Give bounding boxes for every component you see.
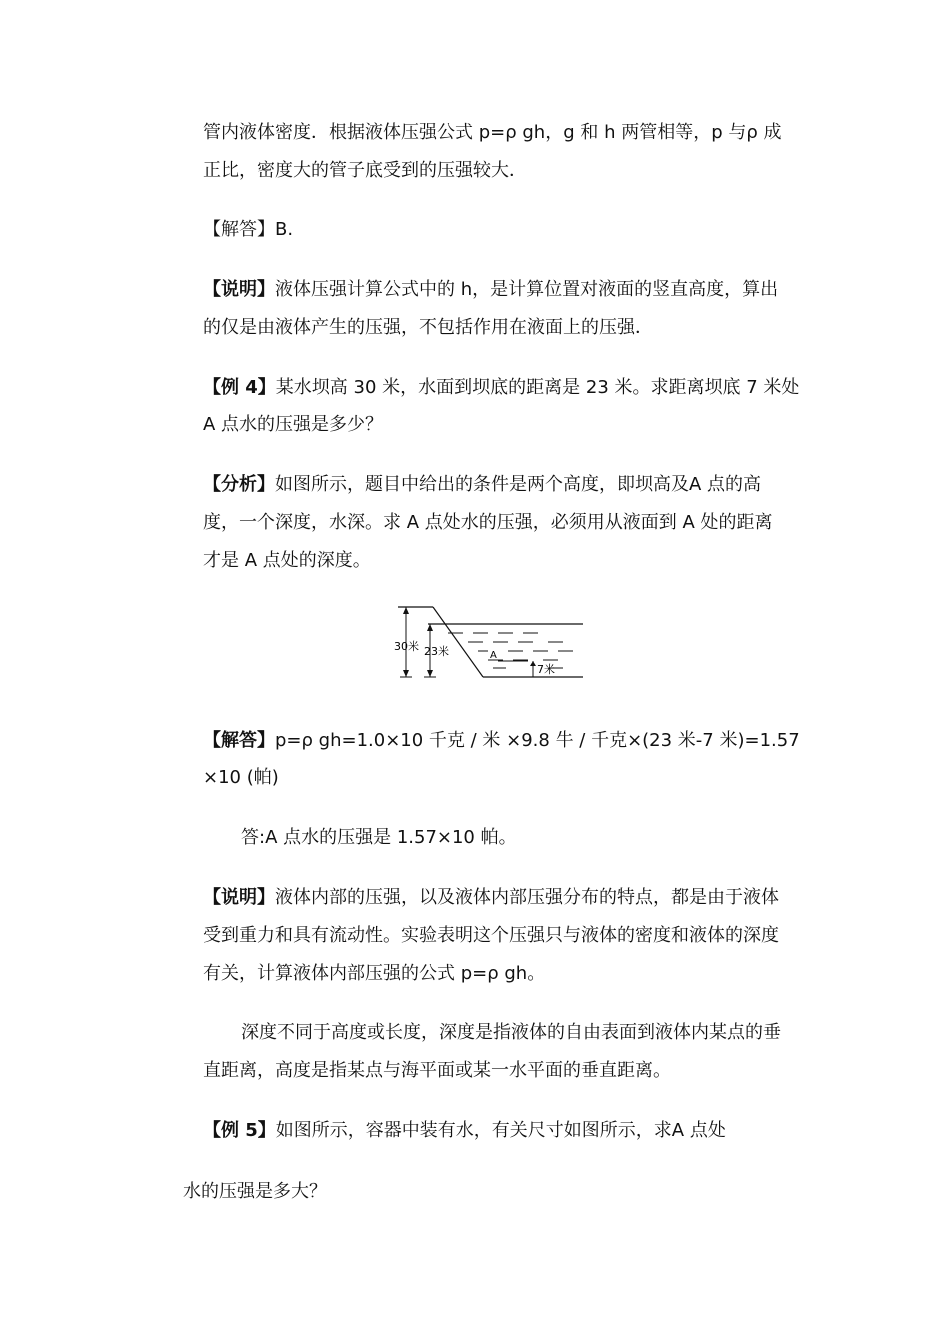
text-line: 深度不同于高度或长度，深度是指液体的自由表面到液体内某点的垂 bbox=[241, 1022, 781, 1043]
note-label: 【说明】 bbox=[203, 279, 275, 300]
text-line: A 点水的压强是多少？ bbox=[203, 414, 384, 435]
text-line: 有关，计算液体内部压强的公式 p=ρ gh。 bbox=[203, 963, 546, 984]
text-line: 的仅是由液体产生的压强，不包括作用在液面上的压强． bbox=[203, 317, 653, 338]
text-line: ×10 (帕) bbox=[203, 767, 279, 788]
text-line: 受到重力和具有流动性。实验表明这个压强只与液体的密度和液体的深度 bbox=[203, 925, 779, 946]
answer-line: 【解答】B. bbox=[203, 219, 294, 240]
example-5-line: 【例 5】如图所示，容器中装有水，有关尺寸如图所示，求A 点处 bbox=[203, 1120, 726, 1141]
analysis-line: 【分析】如图所示，题目中给出的条件是两个高度，即坝高及A 点的高 bbox=[203, 474, 762, 495]
text-line: 正比，密度大的管子底受到的压强较大． bbox=[203, 160, 527, 181]
text-line: 度，一个深度，水深。求 A 点处水的压强，必须用从液面到 A 处的距离 bbox=[203, 512, 773, 533]
note-line: 【说明】液体内部的压强，以及液体内部压强分布的特点，都是由于液体 bbox=[203, 887, 779, 908]
example-5-label: 【例 5】 bbox=[203, 1120, 276, 1141]
note-label: 【说明】 bbox=[203, 887, 275, 908]
note-line: 【说明】液体压强计算公式中的 h，是计算位置对液面的竖直高度，算出 bbox=[203, 279, 779, 300]
analysis-label: 【分析】 bbox=[203, 474, 275, 495]
example-4-line: 【例 4】某水坝高 30 米，水面到坝底的距离是 23 米。求距离坝底 7 米处 bbox=[203, 377, 800, 398]
label-point-a: A bbox=[490, 650, 497, 661]
label-30m: 30米 bbox=[394, 640, 419, 653]
text-line: 才是 A 点处的深度。 bbox=[203, 550, 371, 571]
text-line: 水的压强是多大？ bbox=[183, 1181, 327, 1202]
solution-label: 【解答】 bbox=[203, 730, 275, 751]
label-7m: 7米 bbox=[537, 663, 555, 676]
solution-line: 【解答】p=ρ gh=1.0×10 千克 / 米 ×9.8 牛 / 千克×(23 米-7 米)=1.57 bbox=[203, 730, 800, 751]
text-line: 管内液体密度．根据液体压强公式 p=ρ gh，g 和 h 两管相等，p 与ρ 成 bbox=[203, 122, 782, 143]
text-line: 直距离，高度是指某点与海平面或某一水平面的垂直距离。 bbox=[203, 1060, 671, 1081]
example-4-label: 【例 4】 bbox=[203, 377, 276, 398]
answer-line: 答:A 点水的压强是 1.57×10 帕。 bbox=[241, 827, 517, 848]
label-23m: 23米 bbox=[424, 645, 449, 658]
dam-diagram bbox=[388, 605, 588, 685]
